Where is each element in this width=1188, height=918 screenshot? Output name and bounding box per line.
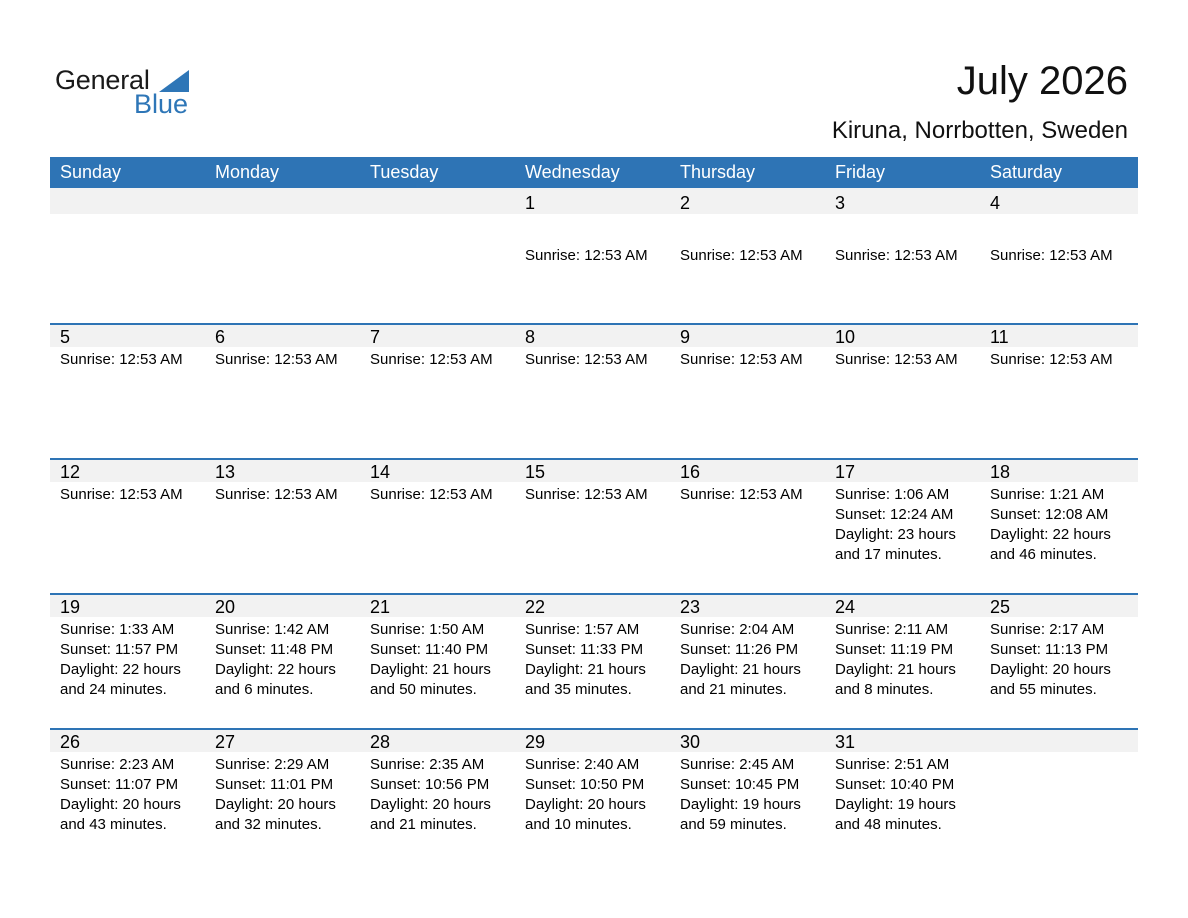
- sun-info-line: and 50 minutes.: [370, 681, 477, 698]
- day-cell: [515, 593, 670, 728]
- day-cell: [670, 728, 825, 863]
- day-number: 29: [525, 732, 546, 752]
- day-cell: [980, 188, 1135, 323]
- day-number: 24: [835, 597, 856, 617]
- sun-info-line: and 10 minutes.: [525, 816, 632, 833]
- day-cell: [50, 593, 205, 728]
- sun-info-line: Daylight: 22 hours: [990, 526, 1111, 543]
- week-row: [50, 728, 1138, 863]
- empty-day-cell: [360, 188, 515, 323]
- sun-info-line: Sunrise: 12:53 AM: [215, 486, 338, 503]
- day-cell: [205, 458, 360, 593]
- sun-info-line: Daylight: 19 hours: [835, 796, 956, 813]
- day-cell: [670, 323, 825, 458]
- calendar-grid: [50, 157, 1138, 863]
- sun-info: [525, 246, 648, 266]
- sun-info: [990, 485, 1111, 565]
- day-cell: [515, 188, 670, 323]
- sun-info-line: Sunrise: 12:53 AM: [60, 486, 183, 503]
- sun-info: [60, 620, 181, 700]
- day-cell: [50, 323, 205, 458]
- day-number: 14: [370, 462, 391, 482]
- day-cell: [825, 323, 980, 458]
- month-title: July 2026: [956, 59, 1128, 103]
- sun-info: [215, 485, 338, 505]
- day-cell: [205, 728, 360, 863]
- sun-info-line: Sunrise: 12:53 AM: [835, 247, 958, 264]
- day-number: 10: [835, 327, 856, 347]
- week-cells: [50, 458, 1135, 593]
- sun-info-line: Sunrise: 1:21 AM: [990, 486, 1105, 503]
- day-number: 25: [990, 597, 1011, 617]
- sun-info-line: Sunset: 10:45 PM: [680, 776, 800, 793]
- sun-info: [525, 620, 646, 700]
- sun-info-line: Sunrise: 12:53 AM: [990, 351, 1113, 368]
- sun-info-line: and 24 minutes.: [60, 681, 167, 698]
- sun-info-line: Sunset: 11:33 PM: [525, 641, 644, 658]
- sun-info-line: Daylight: 21 hours: [370, 661, 491, 678]
- weeks-container: [50, 188, 1138, 863]
- sun-info-line: Sunrise: 12:53 AM: [835, 351, 958, 368]
- sun-info: [215, 755, 336, 835]
- day-number: 3: [835, 193, 846, 213]
- day-cell: [825, 188, 980, 323]
- sun-info-line: Sunset: 11:48 PM: [215, 641, 334, 658]
- sun-info-line: Sunrise: 2:40 AM: [525, 756, 640, 773]
- sun-info-line: Sunset: 11:13 PM: [990, 641, 1109, 658]
- sun-info-line: Daylight: 22 hours: [60, 661, 181, 678]
- day-number: 22: [525, 597, 546, 617]
- week-cells: [50, 323, 1135, 458]
- sun-info-line: Daylight: 20 hours: [370, 796, 491, 813]
- sun-info-line: Sunset: 11:19 PM: [835, 641, 954, 658]
- day-cell: [515, 728, 670, 863]
- sun-info-line: Sunset: 10:50 PM: [525, 776, 645, 793]
- sun-info: [680, 620, 801, 700]
- logo: [55, 64, 195, 120]
- sun-info-line: and 59 minutes.: [680, 816, 787, 833]
- sun-info: [215, 350, 338, 370]
- sun-info: [835, 620, 956, 700]
- week-row: [50, 458, 1138, 593]
- sun-info-line: Sunrise: 12:53 AM: [525, 486, 648, 503]
- weekday-sunday: Sunday: [60, 162, 122, 182]
- day-cell: [360, 323, 515, 458]
- day-cell: [50, 728, 205, 863]
- sun-info-line: Daylight: 20 hours: [60, 796, 181, 813]
- sun-info: [60, 485, 183, 505]
- sun-info-line: Sunset: 10:56 PM: [370, 776, 490, 793]
- week-cells: [50, 593, 1135, 728]
- day-number: 19: [60, 597, 81, 617]
- sun-info-line: Sunset: 10:40 PM: [835, 776, 955, 793]
- day-number: 5: [60, 327, 71, 347]
- sun-info: [835, 350, 958, 370]
- day-cell: [980, 593, 1135, 728]
- sun-info: [525, 485, 648, 505]
- location-subtitle: Kiruna, Norrbotten, Sweden: [831, 117, 1128, 144]
- day-cell: [825, 458, 980, 593]
- sun-info-line: Sunrise: 1:42 AM: [215, 621, 330, 638]
- day-number: 27: [215, 732, 236, 752]
- sun-info-line: Daylight: 23 hours: [835, 526, 956, 543]
- day-cell: [670, 593, 825, 728]
- weekday-saturday: Saturday: [990, 162, 1063, 182]
- sun-info-line: Daylight: 20 hours: [990, 661, 1111, 678]
- sun-info-line: Sunset: 11:57 PM: [60, 641, 179, 658]
- sun-info: [835, 246, 958, 266]
- day-number: 23: [680, 597, 701, 617]
- day-cell: [980, 323, 1135, 458]
- sun-info-line: and 46 minutes.: [990, 546, 1097, 563]
- sun-info-line: Sunset: 11:26 PM: [680, 641, 799, 658]
- sun-info-line: Daylight: 22 hours: [215, 661, 336, 678]
- week-row: [50, 323, 1138, 458]
- week-cells: [50, 728, 1135, 863]
- logo-blue-text: Blue: [134, 89, 189, 119]
- sun-info: [215, 620, 336, 700]
- day-number: 26: [60, 732, 81, 752]
- sun-info: [525, 350, 648, 370]
- day-cell: [205, 323, 360, 458]
- sun-info-line: Daylight: 21 hours: [525, 661, 646, 678]
- sun-info-line: Sunrise: 2:17 AM: [990, 621, 1105, 638]
- week-row: [50, 593, 1138, 728]
- sun-info: [60, 755, 181, 835]
- sun-info-line: Sunrise: 1:50 AM: [370, 621, 485, 638]
- sun-info-line: Sunrise: 2:29 AM: [215, 756, 330, 773]
- sun-info: [680, 350, 803, 370]
- sun-info-line: Sunrise: 2:11 AM: [835, 621, 949, 638]
- day-number: 16: [680, 462, 701, 482]
- sun-info-line: Sunrise: 12:53 AM: [215, 351, 338, 368]
- sun-info: [680, 485, 803, 505]
- day-number: 21: [370, 597, 391, 617]
- sun-info: [835, 755, 956, 835]
- sun-info: [525, 755, 646, 835]
- empty-day-cell: [205, 188, 360, 323]
- sun-info-line: Daylight: 20 hours: [525, 796, 646, 813]
- weekday-monday: Monday: [215, 162, 280, 182]
- day-number: 15: [525, 462, 546, 482]
- day-cell: [360, 458, 515, 593]
- day-number: 2: [680, 193, 691, 213]
- day-cell: [825, 593, 980, 728]
- sun-info-line: Daylight: 21 hours: [680, 661, 801, 678]
- sun-info: [990, 620, 1111, 700]
- sun-info-line: Sunset: 12:08 AM: [990, 506, 1109, 523]
- sun-info-line: Sunrise: 1:06 AM: [835, 486, 950, 503]
- day-number: 8: [525, 327, 536, 347]
- sun-info-line: and 55 minutes.: [990, 681, 1097, 698]
- sun-info: [990, 246, 1113, 266]
- day-cell: [515, 458, 670, 593]
- day-number: 30: [680, 732, 701, 752]
- day-cell: [50, 458, 205, 593]
- sun-info-line: Daylight: 20 hours: [215, 796, 336, 813]
- sun-info-line: Sunrise: 12:53 AM: [990, 247, 1113, 264]
- sun-info: [680, 755, 801, 835]
- sun-info-line: Sunset: 11:07 PM: [60, 776, 179, 793]
- sun-info-line: and 48 minutes.: [835, 816, 942, 833]
- sun-info: [990, 350, 1113, 370]
- logo-general-text: General: [55, 65, 150, 95]
- sun-info-line: Sunrise: 12:53 AM: [370, 486, 493, 503]
- sun-info-line: Sunrise: 1:33 AM: [60, 621, 175, 638]
- day-number: 1: [525, 193, 536, 213]
- day-cell: [205, 593, 360, 728]
- weekday-tuesday: Tuesday: [370, 162, 439, 182]
- day-cell: [360, 593, 515, 728]
- sun-info-line: Sunrise: 12:53 AM: [680, 247, 803, 264]
- day-number: 7: [370, 327, 381, 347]
- sun-info-line: Sunrise: 2:51 AM: [835, 756, 950, 773]
- sun-info-line: and 21 minutes.: [370, 816, 477, 833]
- day-cell: [360, 728, 515, 863]
- sun-info-line: and 32 minutes.: [215, 816, 322, 833]
- sun-info-line: Sunrise: 2:45 AM: [680, 756, 795, 773]
- sun-info-line: and 8 minutes.: [835, 681, 934, 698]
- sun-info-line: Sunrise: 12:53 AM: [60, 351, 183, 368]
- day-number: 18: [990, 462, 1011, 482]
- day-number: 13: [215, 462, 236, 482]
- day-number: 20: [215, 597, 236, 617]
- sun-info-line: Sunrise: 12:53 AM: [370, 351, 493, 368]
- day-number: 4: [990, 193, 1001, 213]
- empty-day-cell: [980, 728, 1135, 863]
- sun-info-line: Daylight: 19 hours: [680, 796, 801, 813]
- sun-info-line: and 17 minutes.: [835, 546, 942, 563]
- sun-info-line: Sunrise: 2:04 AM: [680, 621, 795, 638]
- sun-info-line: Daylight: 21 hours: [835, 661, 956, 678]
- day-number: 17: [835, 462, 856, 482]
- sun-info: [680, 246, 803, 266]
- day-number: 12: [60, 462, 81, 482]
- sun-info: [60, 350, 183, 370]
- day-cell: [825, 728, 980, 863]
- sun-info: [370, 350, 493, 370]
- sun-info-line: Sunrise: 12:53 AM: [680, 351, 803, 368]
- sun-info: [370, 485, 493, 505]
- sun-info-line: and 6 minutes.: [215, 681, 314, 698]
- weekday-header-row: [50, 157, 1138, 188]
- sun-info-line: Sunset: 12:24 AM: [835, 506, 954, 523]
- day-number: 9: [680, 327, 691, 347]
- sun-info-line: Sunrise: 12:53 AM: [525, 351, 648, 368]
- sun-info-line: Sunrise: 2:35 AM: [370, 756, 485, 773]
- day-cell: [980, 458, 1135, 593]
- sun-info: [370, 620, 491, 700]
- day-number: 31: [835, 732, 856, 752]
- day-number: 6: [215, 327, 226, 347]
- sun-info-line: Sunrise: 2:23 AM: [60, 756, 175, 773]
- sun-info-line: Sunrise: 12:53 AM: [680, 486, 803, 503]
- day-cell: [670, 188, 825, 323]
- week-cells: [50, 188, 1135, 323]
- sun-info: [370, 755, 491, 835]
- sun-info-line: Sunset: 11:40 PM: [370, 641, 489, 658]
- weekday-friday: Friday: [835, 162, 886, 182]
- week-row: [50, 188, 1138, 323]
- day-cell: [670, 458, 825, 593]
- day-number: 28: [370, 732, 391, 752]
- sun-info: [835, 485, 956, 565]
- empty-day-cell: [50, 188, 205, 323]
- weekday-wednesday: Wednesday: [525, 162, 620, 182]
- sun-info-line: Sunset: 11:01 PM: [215, 776, 334, 793]
- day-number: 11: [990, 327, 1009, 347]
- weekday-thursday: Thursday: [680, 162, 756, 182]
- sun-info-line: and 35 minutes.: [525, 681, 632, 698]
- sun-info-line: and 43 minutes.: [60, 816, 167, 833]
- sun-info-line: Sunrise: 1:57 AM: [525, 621, 640, 638]
- day-cell: [515, 323, 670, 458]
- sun-info-line: Sunrise: 12:53 AM: [525, 247, 648, 264]
- sun-info-line: and 21 minutes.: [680, 681, 787, 698]
